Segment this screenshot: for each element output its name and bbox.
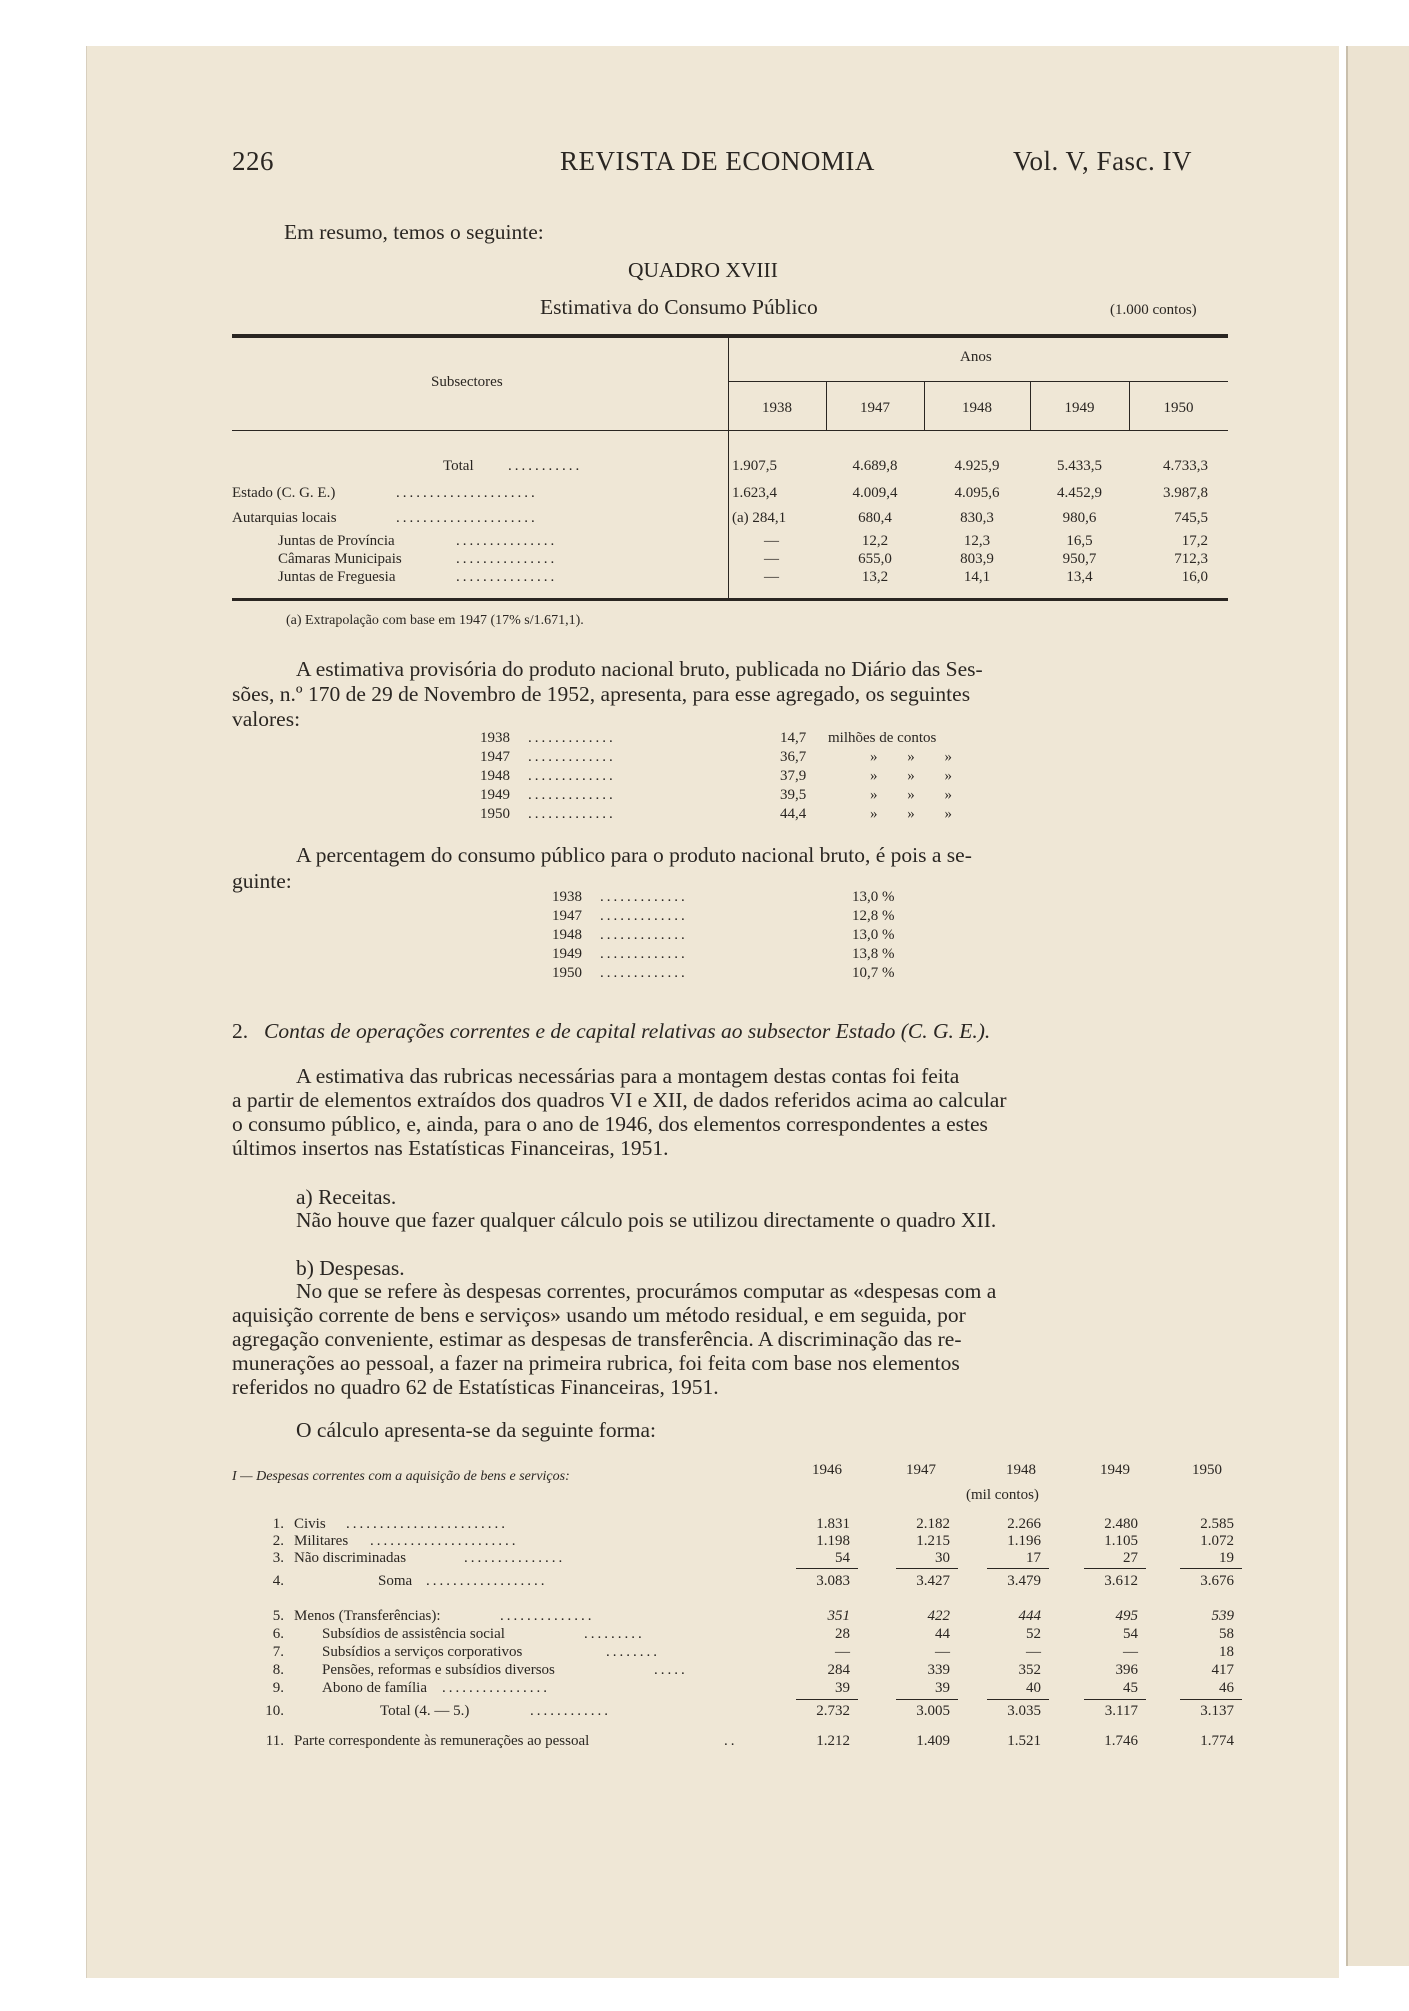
table2-cell: 39 [835,1680,850,1696]
table2-cell: — [1026,1644,1041,1660]
leader-dots: ............. [528,768,616,784]
table2-row-num: 10. [265,1703,284,1719]
table2-cell: 45 [1123,1680,1138,1696]
table1-cell: 950,7 [1062,551,1097,567]
table2-row-label: Não discriminadas [294,1550,407,1566]
pnb-value: 14,7 [780,730,807,746]
pnb-year: 1947 [480,749,510,765]
sum-rule [987,1699,1049,1700]
paragraph-line: A estimativa provisória do produto nacional bruto, publicada no Diário das Ses- [296,657,983,681]
pnb-year: 1949 [480,787,510,803]
table1-cell: 4.925,9 [954,458,1000,474]
table2-cell: 2.585 [1200,1516,1234,1532]
pct-year: 1938 [552,889,582,905]
pct-value: 13,0 % [852,889,895,905]
table2-row-num: 4. [272,1573,284,1589]
table2-cell: 46 [1219,1680,1234,1696]
table1-group-rule [728,381,1228,382]
table1-subtitle: Estimativa do Consumo Público [540,295,818,319]
pct-value: 13,0 % [852,927,895,943]
table2-cell: 1.774 [1200,1733,1234,1749]
leader-dots: ............. [528,806,616,822]
table2-heading: I — Despesas correntes com a aquisição de bens e serviços: [232,1469,570,1484]
pct-year: 1947 [552,908,582,924]
table1-cell: 4.095,6 [954,485,1000,501]
table2-cell: 44 [935,1626,950,1642]
table2-cell: 2.480 [1104,1516,1138,1532]
pnb-value: 37,9 [780,768,807,784]
pct-value: 10,7 % [852,965,895,981]
table1-cell: 680,4 [858,510,892,526]
table1-cell: 16,5 [1066,533,1093,549]
table1-cell: 655,0 [858,551,892,567]
table2-row-num: 6. [272,1626,284,1642]
table2-cell: 1.072 [1200,1533,1234,1549]
sum-rule [1084,1699,1146,1700]
table2-cell: 54 [1123,1626,1138,1642]
table2-cell: 284 [827,1662,850,1678]
table1-header-rule [232,430,1228,431]
table2-row-label: Soma [378,1573,413,1589]
leader-dots: ..................... [396,485,538,501]
paragraph-line: o consumo público, e, ainda, para o ano de 1946, dos elementos correspondentes a estes [232,1112,988,1136]
table2-row-label: Parte correspondente às remunerações ao pessoal [294,1733,590,1749]
table2-cell: 1.521 [1007,1733,1041,1749]
subheading-receitas: a) Receitas. [296,1185,397,1209]
table1-cell: 745,5 [1174,510,1208,526]
table1-cell: 980,6 [1062,510,1097,526]
table2-cell: 3.083 [816,1573,850,1589]
table2-cell: 1.746 [1104,1733,1138,1749]
paragraph-line: A estimativa das rubricas necessárias para a montagem destas contas foi feita [296,1064,960,1088]
paragraph-line: valores: [232,707,301,731]
table1-cell: (a) 284,1 [732,510,787,526]
paragraph-line: O cálculo apresenta-se da seguinte forma: [296,1418,656,1442]
paragraph-line: aquisição corrente de bens e serviços» usando um método residual, e em seguida, por [232,1303,966,1327]
table1-cell: 5.433,5 [1057,458,1102,474]
table2-cell: 352 [1018,1662,1041,1678]
pnb-unit: milhões de contos [828,730,937,746]
table2-row-num: 2. [272,1533,284,1549]
table2-cell: 3.035 [1007,1703,1041,1719]
table2-cell: 1.409 [916,1733,950,1749]
table2-cell: — [835,1644,850,1660]
journal-title: REVISTA DE ECONOMIA [560,146,875,176]
table2-cell: — [1123,1644,1138,1660]
table2-row-label: Subsídios a serviços corporativos [322,1644,523,1660]
table2-cell: 351 [827,1608,850,1624]
table1-cell: 13,2 [861,569,889,585]
table1-group-header: Anos [960,349,992,365]
table2-cell: 1.212 [816,1733,850,1749]
paragraph-line: munerações ao pessoal, a fazer na primeira rubrica, foi feita com base nos elementos [232,1351,960,1375]
sum-rule [896,1568,958,1569]
table2-cell: 3.427 [916,1573,950,1589]
table2-cell: 539 [1211,1608,1234,1624]
table2-row-num: 3. [272,1550,284,1566]
table2-cell: 58 [1219,1626,1234,1642]
pnb-value: 44,4 [780,806,807,822]
paragraph-line: referidos no quadro 62 de Estatísticas Financeiras, 1951. [232,1375,719,1399]
table2-cell: 52 [1026,1626,1041,1642]
leader-dots: ........... [508,458,583,474]
leader-dots: ............... [456,551,558,567]
leader-dots: ......... [584,1626,645,1642]
table2-cell: 422 [927,1608,950,1624]
table1-title: QUADRO XVIII [628,258,778,282]
leader-dots: ................ [442,1680,550,1696]
table2-year: 1950 [1192,1462,1222,1478]
paragraph-line: A percentagem do consumo público para o produto nacional bruto, é pois a se- [296,843,972,867]
table2-cell: 1.196 [1007,1533,1041,1549]
table1-cell: 12,2 [861,533,889,549]
page-number: 226 [232,146,274,176]
table1-cell: 712,3 [1174,551,1208,567]
table2-cell: 1.198 [816,1533,850,1549]
table2-year: 1947 [906,1462,936,1478]
leader-dots: ............. [600,927,688,943]
table1-cell: 3.987,8 [1163,485,1208,501]
intro-text: Em resumo, temos o seguinte: [284,220,544,244]
table2-cell: 39 [935,1680,950,1696]
table2-row-num: 7. [272,1644,284,1660]
table2-cell: 2.732 [816,1703,850,1719]
table2-cell: 495 [1115,1608,1138,1624]
table1-cell: 17,2 [1181,533,1208,549]
paragraph-line: sões, n.º 170 de 29 de Novembro de 1952, apresenta, para esse agregado, os seguintes [232,682,971,706]
leader-dots: ..... [654,1662,688,1678]
table1-year: 1949 [1064,400,1095,416]
leader-dots: ............... [456,533,558,549]
table1-row-label: Total [443,458,474,474]
table2-cell: 2.266 [1007,1516,1041,1532]
paragraph-line: agregação conveniente, estimar as despesas de transferência. A discriminação das re- [232,1327,962,1351]
section-title: Contas de operações correntes e de capital relativas ao subsector Estado (C. G. E.). [264,1019,991,1043]
table2-row-num: 11. [265,1733,284,1749]
table1-cell: 803,9 [960,551,994,567]
table2-cell: 3.676 [1200,1573,1234,1589]
leader-dots: ............. [528,787,616,803]
leader-dots: ............... [456,569,558,585]
leader-dots: ............... [464,1550,566,1566]
table1-row-label: Câmaras Municipais [278,551,402,567]
table2-cell: 417 [1211,1662,1234,1678]
table1-cell: 4.689,8 [852,458,898,474]
pnb-year: 1938 [480,730,510,746]
leader-dots: .. [724,1733,738,1749]
table2-cell: 3.117 [1104,1703,1138,1719]
table1-cell: 16,0 [1181,569,1208,585]
table1-cell: 4.452,9 [1057,485,1102,501]
leader-dots: ........................ [346,1516,508,1532]
table1-cell: 1.907,5 [732,458,777,474]
pct-year: 1950 [552,965,582,981]
leader-dots: ............ [530,1703,611,1719]
table1-footnote: (a) Extrapolação com base em 1947 (17% s/1.671,1). [286,613,584,628]
table2-row-num: 9. [272,1680,284,1696]
table2-row-label: Menos (Transferências): [294,1608,441,1624]
sum-rule [796,1699,858,1700]
pnb-year: 1948 [480,768,510,784]
table2-cell: 396 [1115,1662,1138,1678]
leader-dots: ............. [600,889,688,905]
sum-rule [1180,1568,1242,1569]
pnb-unit: » » » [870,806,952,822]
sum-rule [1180,1699,1242,1700]
table2-row-num: 5. [272,1608,284,1624]
leader-dots: ............. [528,730,616,746]
leader-dots: .................. [426,1573,548,1589]
table1-cell: — [764,551,779,567]
paragraph-line: guinte: [232,869,292,893]
table2-row-num: 8. [272,1662,284,1678]
table2-cell: 30 [935,1550,950,1566]
pct-year: 1948 [552,927,582,943]
leader-dots: .............. [500,1608,595,1624]
leader-dots: ........ [606,1644,660,1660]
table1-cell: 4.733,3 [1163,458,1208,474]
pnb-year: 1950 [480,806,510,822]
subheading-despesas: b) Despesas. [296,1256,405,1280]
pct-value: 13,8 % [852,946,895,962]
sum-rule [1084,1568,1146,1569]
pct-value: 12,8 % [852,908,895,924]
table2-cell: 1.215 [916,1533,950,1549]
leader-dots: ............. [600,946,688,962]
adjacent-page-edge [1346,46,1409,1966]
table1-year: 1948 [962,400,992,416]
table1-row-label: Autarquias locais [232,510,337,526]
table1-divider [728,338,729,600]
table2-cell: 17 [1026,1550,1041,1566]
table1-cell: 13,4 [1066,569,1093,585]
sum-rule [796,1568,858,1569]
table2-cell: 19 [1219,1550,1234,1566]
table2-cell: 3.612 [1104,1573,1138,1589]
table1-cell: 1.623,4 [732,485,777,501]
table2-unit: (mil contos) [966,1487,1039,1503]
table2-cell: 18 [1219,1644,1234,1660]
paragraph-line: últimos insertos nas Estatísticas Financeiras, 1951. [232,1136,669,1160]
table2-row-label: Total (4. — 5.) [380,1703,470,1719]
table1-cell: 12,3 [963,533,991,549]
pnb-unit: » » » [870,749,952,765]
table2-row-label: Pensões, reformas e subsídios diversos [322,1662,555,1678]
table2-cell: 1.105 [1104,1533,1138,1549]
table2-row-label: Abono de família [322,1680,427,1696]
table1-cell: 830,3 [960,510,994,526]
table1-cell: — [764,533,779,549]
table2-cell: 54 [835,1550,850,1566]
table2-row-label: Subsídios de assistência social [322,1626,505,1642]
table2-row-label: Militares [294,1533,349,1549]
table1-year: 1950 [1163,400,1194,416]
pnb-unit: » » » [870,787,952,803]
table1-cell: 14,1 [963,569,991,585]
table2-cell: 3.137 [1200,1703,1234,1719]
table1-bottom-rule [232,598,1228,601]
table2-year: 1946 [812,1462,842,1478]
volume-info: Vol. V, Fasc. IV [1013,146,1193,176]
table2-cell: 339 [927,1662,950,1678]
table1-cell: — [764,569,779,585]
leader-dots: ............. [600,965,688,981]
table1-top-rule [232,334,1228,338]
sum-rule [896,1699,958,1700]
table2-cell: 27 [1123,1550,1138,1566]
section-number: 2. [232,1019,249,1043]
table2-cell: 444 [1018,1608,1041,1624]
paragraph-line: a partir de elementos extraídos dos quadros VI e XII, de dados referidos acima ao calcular [232,1088,1007,1112]
leader-dots: ............. [528,749,616,765]
table1-cell: 4.009,4 [852,485,898,501]
table1-col-header: Subsectores [431,374,503,390]
table2-year: 1948 [1006,1462,1036,1478]
table2-cell: 3.005 [916,1703,950,1719]
table2-cell: — [935,1644,950,1660]
table1-unit: (1.000 contos) [1110,302,1197,318]
table2-row-label: Civis [294,1516,326,1532]
sum-rule [987,1568,1049,1569]
table2-cell: 40 [1026,1680,1041,1696]
leader-dots: ...................... [370,1533,519,1549]
table2-row-num: 1. [272,1516,284,1532]
paragraph-line: No que se refere às despesas correntes, procurámos computar as «despesas com a [296,1279,997,1303]
table1-year: 1938 [762,400,792,416]
table2-cell: 2.182 [916,1516,950,1532]
pnb-unit: » » » [870,768,952,784]
table1-year: 1947 [860,400,890,416]
table2-year: 1949 [1100,1462,1130,1478]
table1-row-label: Juntas de Freguesia [278,569,396,585]
table2-cell: 3.479 [1007,1573,1041,1589]
table2-cell: 1.831 [816,1516,850,1532]
pct-year: 1949 [552,946,582,962]
leader-dots: ..................... [396,510,538,526]
table1-row-label: Estado (C. G. E.) [232,485,336,501]
pnb-value: 39,5 [780,787,807,803]
table1-row-label: Juntas de Província [278,533,395,549]
leader-dots: ............. [600,908,688,924]
table2-cell: 28 [835,1626,850,1642]
paragraph-line: Não houve que fazer qualquer cálculo pois se utilizou directamente o quadro XII. [296,1208,997,1232]
pnb-value: 36,7 [780,749,807,765]
